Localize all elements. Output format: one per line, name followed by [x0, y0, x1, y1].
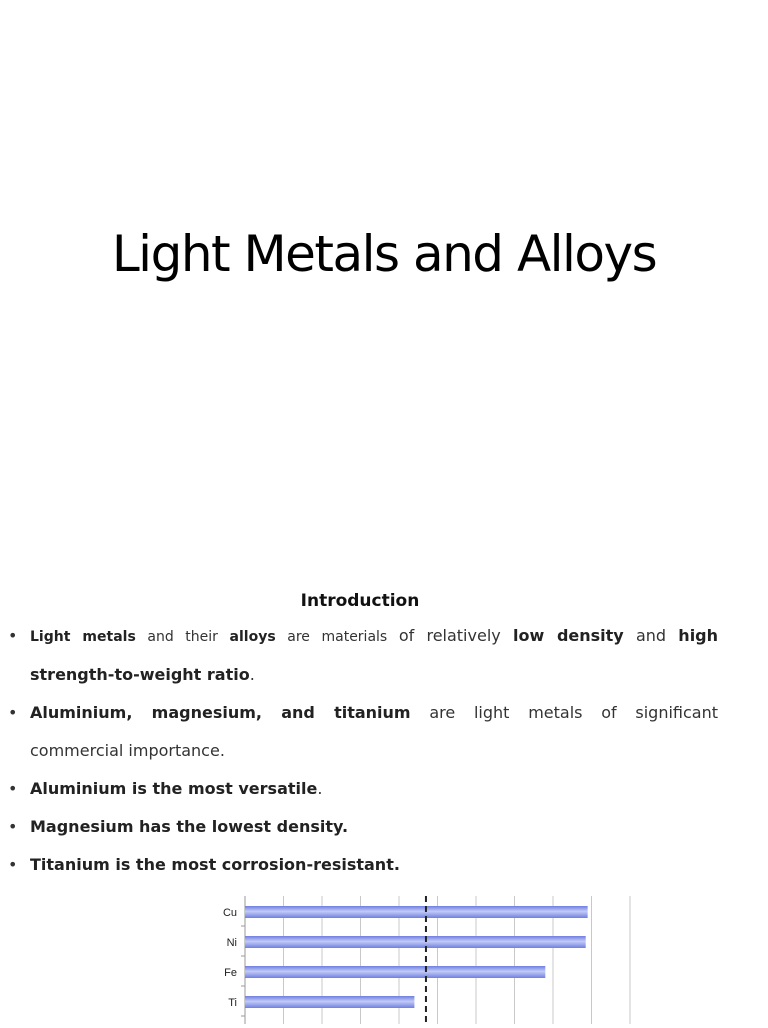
bullet-line-2 [30, 656, 718, 694]
text-period: . [317, 779, 323, 798]
bullet-dot-icon: • [8, 817, 18, 836]
chart-bar-fe [245, 966, 545, 978]
introduction-bullet-list [8, 617, 718, 884]
text-and: and [623, 626, 679, 645]
text-titanium-corrosion: Titanium is the most corrosion-resistant. [30, 855, 400, 874]
bullet-line-2: commercial importance. [30, 741, 225, 760]
text-strength-ratio: strength-to-weight ratio [30, 665, 250, 684]
bullet-line [30, 617, 718, 656]
bullet-dot-icon: • [8, 703, 18, 722]
chart-bar-ti [245, 996, 414, 1008]
bullet-item-aluminium [8, 770, 718, 808]
text-aluminium-versatile: Aluminium is the most versatile [30, 779, 318, 798]
bullet-item-light-metals [8, 617, 718, 694]
bullet-item-magnesium [8, 808, 718, 846]
chart-category-label: Fe [224, 967, 237, 979]
density-bar-chart [205, 892, 645, 1024]
chart-bar-ni [245, 936, 586, 948]
text-period: . [249, 665, 255, 684]
text-metals: Aluminium, magnesium, and titanium [30, 703, 411, 722]
bullet-item-titanium [8, 846, 718, 884]
text-light-metals: Light metals [30, 629, 136, 645]
chart-category-label: Ni [226, 937, 237, 949]
slide-title: Light Metals and Alloys [111, 225, 657, 283]
text-alloys: alloys [229, 629, 276, 645]
density-bar-chart-svg [205, 892, 645, 1024]
chart-category-label: Ti [228, 997, 237, 1009]
bullet-line [30, 694, 718, 732]
bullet-dot-icon: • [8, 779, 18, 798]
bullet-item-light-metals-list [8, 694, 718, 770]
text-are-materials: are materials [275, 629, 399, 645]
chart-category-label: Cu [222, 907, 237, 919]
bullet-dot-icon: • [8, 626, 18, 645]
text-and-their: and their [135, 629, 230, 645]
text-low-density: low density [512, 626, 624, 645]
text-magnesium-density: Magnesium has the lowest density. [30, 817, 349, 836]
text-of-relatively: of relatively [398, 626, 513, 645]
bullet-dot-icon: • [8, 855, 18, 874]
chart-bar-cu [245, 906, 588, 918]
text-high: high [678, 626, 719, 645]
text-light-metals-significant: are light metals of significant [410, 703, 719, 722]
introduction-heading: Introduction [300, 591, 420, 611]
